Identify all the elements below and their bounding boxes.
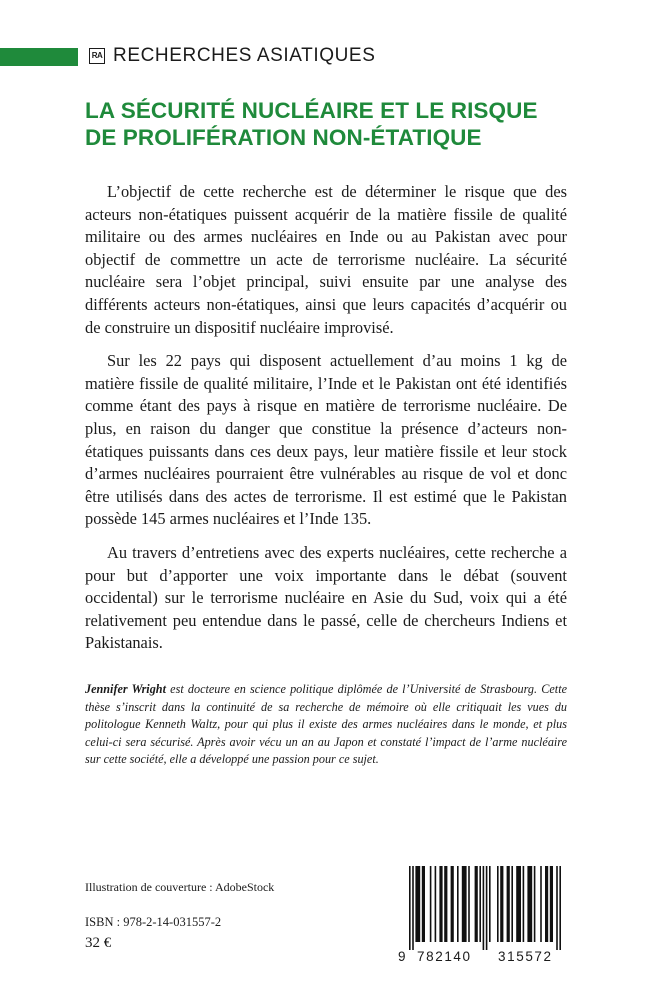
barcode: [395, 860, 570, 970]
barcode-first-digit: 9: [398, 949, 406, 964]
barcode-bar: [462, 866, 467, 942]
summary-paragraph-3: Au travers d’entretiens avec des experts nucléaires, cette recherche a pour but d’apporter une voix importante dans le débat (souvent occidental) sur le terrorisme nucléaire en Asie du Sud, voix qui a été relativement peu entendue dans le passé, celle de chercheurs Indiens et Pakistanais.: [85, 542, 567, 653]
barcode-bar: [483, 866, 485, 950]
barcode-bars: [395, 860, 570, 952]
barcode-bar: [422, 866, 425, 942]
cover-illustration-credit: Illustration de couverture : AdobeStock: [85, 880, 275, 894]
price: 32 €: [85, 935, 112, 951]
author-bio: [85, 681, 567, 769]
book-title: [85, 97, 605, 151]
barcode-bar: [486, 866, 488, 950]
barcode-bar: [479, 866, 481, 942]
barcode-bar: [409, 866, 411, 950]
barcode-bar: [435, 866, 437, 942]
barcode-bar: [527, 866, 532, 942]
barcode-bar: [534, 866, 536, 942]
barcode-bar: [550, 866, 553, 942]
barcode-bar: [545, 866, 548, 942]
barcode-right-group: 315572: [498, 949, 553, 964]
barcode-bar: [559, 866, 561, 950]
publisher-logo-icon: RA: [89, 48, 105, 64]
isbn-number: ISBN : 978-2-14-031557-2: [85, 915, 222, 929]
back-cover-summary: [85, 181, 567, 666]
barcode-bar: [556, 866, 558, 950]
barcode-bar: [523, 866, 525, 942]
barcode-bar: [489, 866, 491, 942]
author-bio-paragraph: [85, 681, 567, 769]
barcode-bar: [540, 866, 542, 942]
barcode-bar: [457, 866, 459, 942]
barcode-bar: [497, 866, 499, 942]
book-title-line-2: DE PROLIFÉRATION NON-ÉTATIQUE: [85, 125, 482, 150]
barcode-bar: [415, 866, 420, 942]
author-name: Jennifer Wright: [85, 682, 166, 696]
barcode-bar: [511, 866, 513, 942]
series-name: RECHERCHES ASIATIQUES: [113, 45, 376, 66]
barcode-bar: [412, 866, 414, 950]
barcode-bar: [468, 866, 470, 942]
barcode-bar: [444, 866, 447, 942]
barcode-digits: [395, 949, 570, 965]
barcode-bar: [439, 866, 442, 942]
series-color-bar: [0, 48, 78, 66]
barcode-bar: [475, 866, 478, 942]
summary-paragraph-1: L’objectif de cette recherche est de déterminer le risque que des acteurs non-étatiques puissent acquérir de la matière fissile de qualité militaire ou des armes nucléaires en Inde ou au Pakistan avec pour objectif de commettre un acte de terrorisme nucléaire. La sécurité nucléaire sera l’objet principal, suivi ensuite par une analyse des différents acteurs non-étatiques, ainsi que leurs capacités d’acquérir ou de construire un dispositif nucléaire improvisé.: [85, 182, 567, 337]
barcode-bar: [451, 866, 454, 942]
summary-paragraph-2: Sur les 22 pays qui disposent actuellement d’au moins 1 kg de matière fissile de qualité militaire, l’Inde et le Pakistan ont été identifiés comme étant des pays à risque en matière de terrorisme nucléaire. De plus, en raison du danger que constitue la présence d’acteurs non-étatiques puissants dans ces deux pays, leur matière fissile et leur stock d’armes nucléaires pourraient être vulnérables au risque de vol et donc être utilisés dans des actes de terrorisme. Il est estimé que le Pakistan possède 145 armes nucléaires et l’Inde 135.: [85, 351, 567, 529]
barcode-bar: [507, 866, 510, 942]
author-bio-text: est docteure en science politique diplômée de l’Université de Strasbourg. Cette thèse s’inscrit dans la continuité de sa recherche de mémoire où elle critiquait les vues du politologue Kenneth Waltz, pour qui plus il existe des armes nucléaires dans le monde, et plus celui-ci sera sécurisé. Après avoir vécu un an au Japon et constaté l’impact de l’arme nucléaire sur cette société, elle a développé une passion pour ce sujet.: [85, 682, 567, 766]
barcode-bar: [500, 866, 503, 942]
barcode-bar: [516, 866, 521, 942]
book-title-line-1: LA SÉCURITÉ NUCLÉAIRE ET LE RISQUE: [85, 98, 538, 123]
barcode-bar: [430, 866, 432, 942]
barcode-left-group: 782140: [417, 949, 472, 964]
